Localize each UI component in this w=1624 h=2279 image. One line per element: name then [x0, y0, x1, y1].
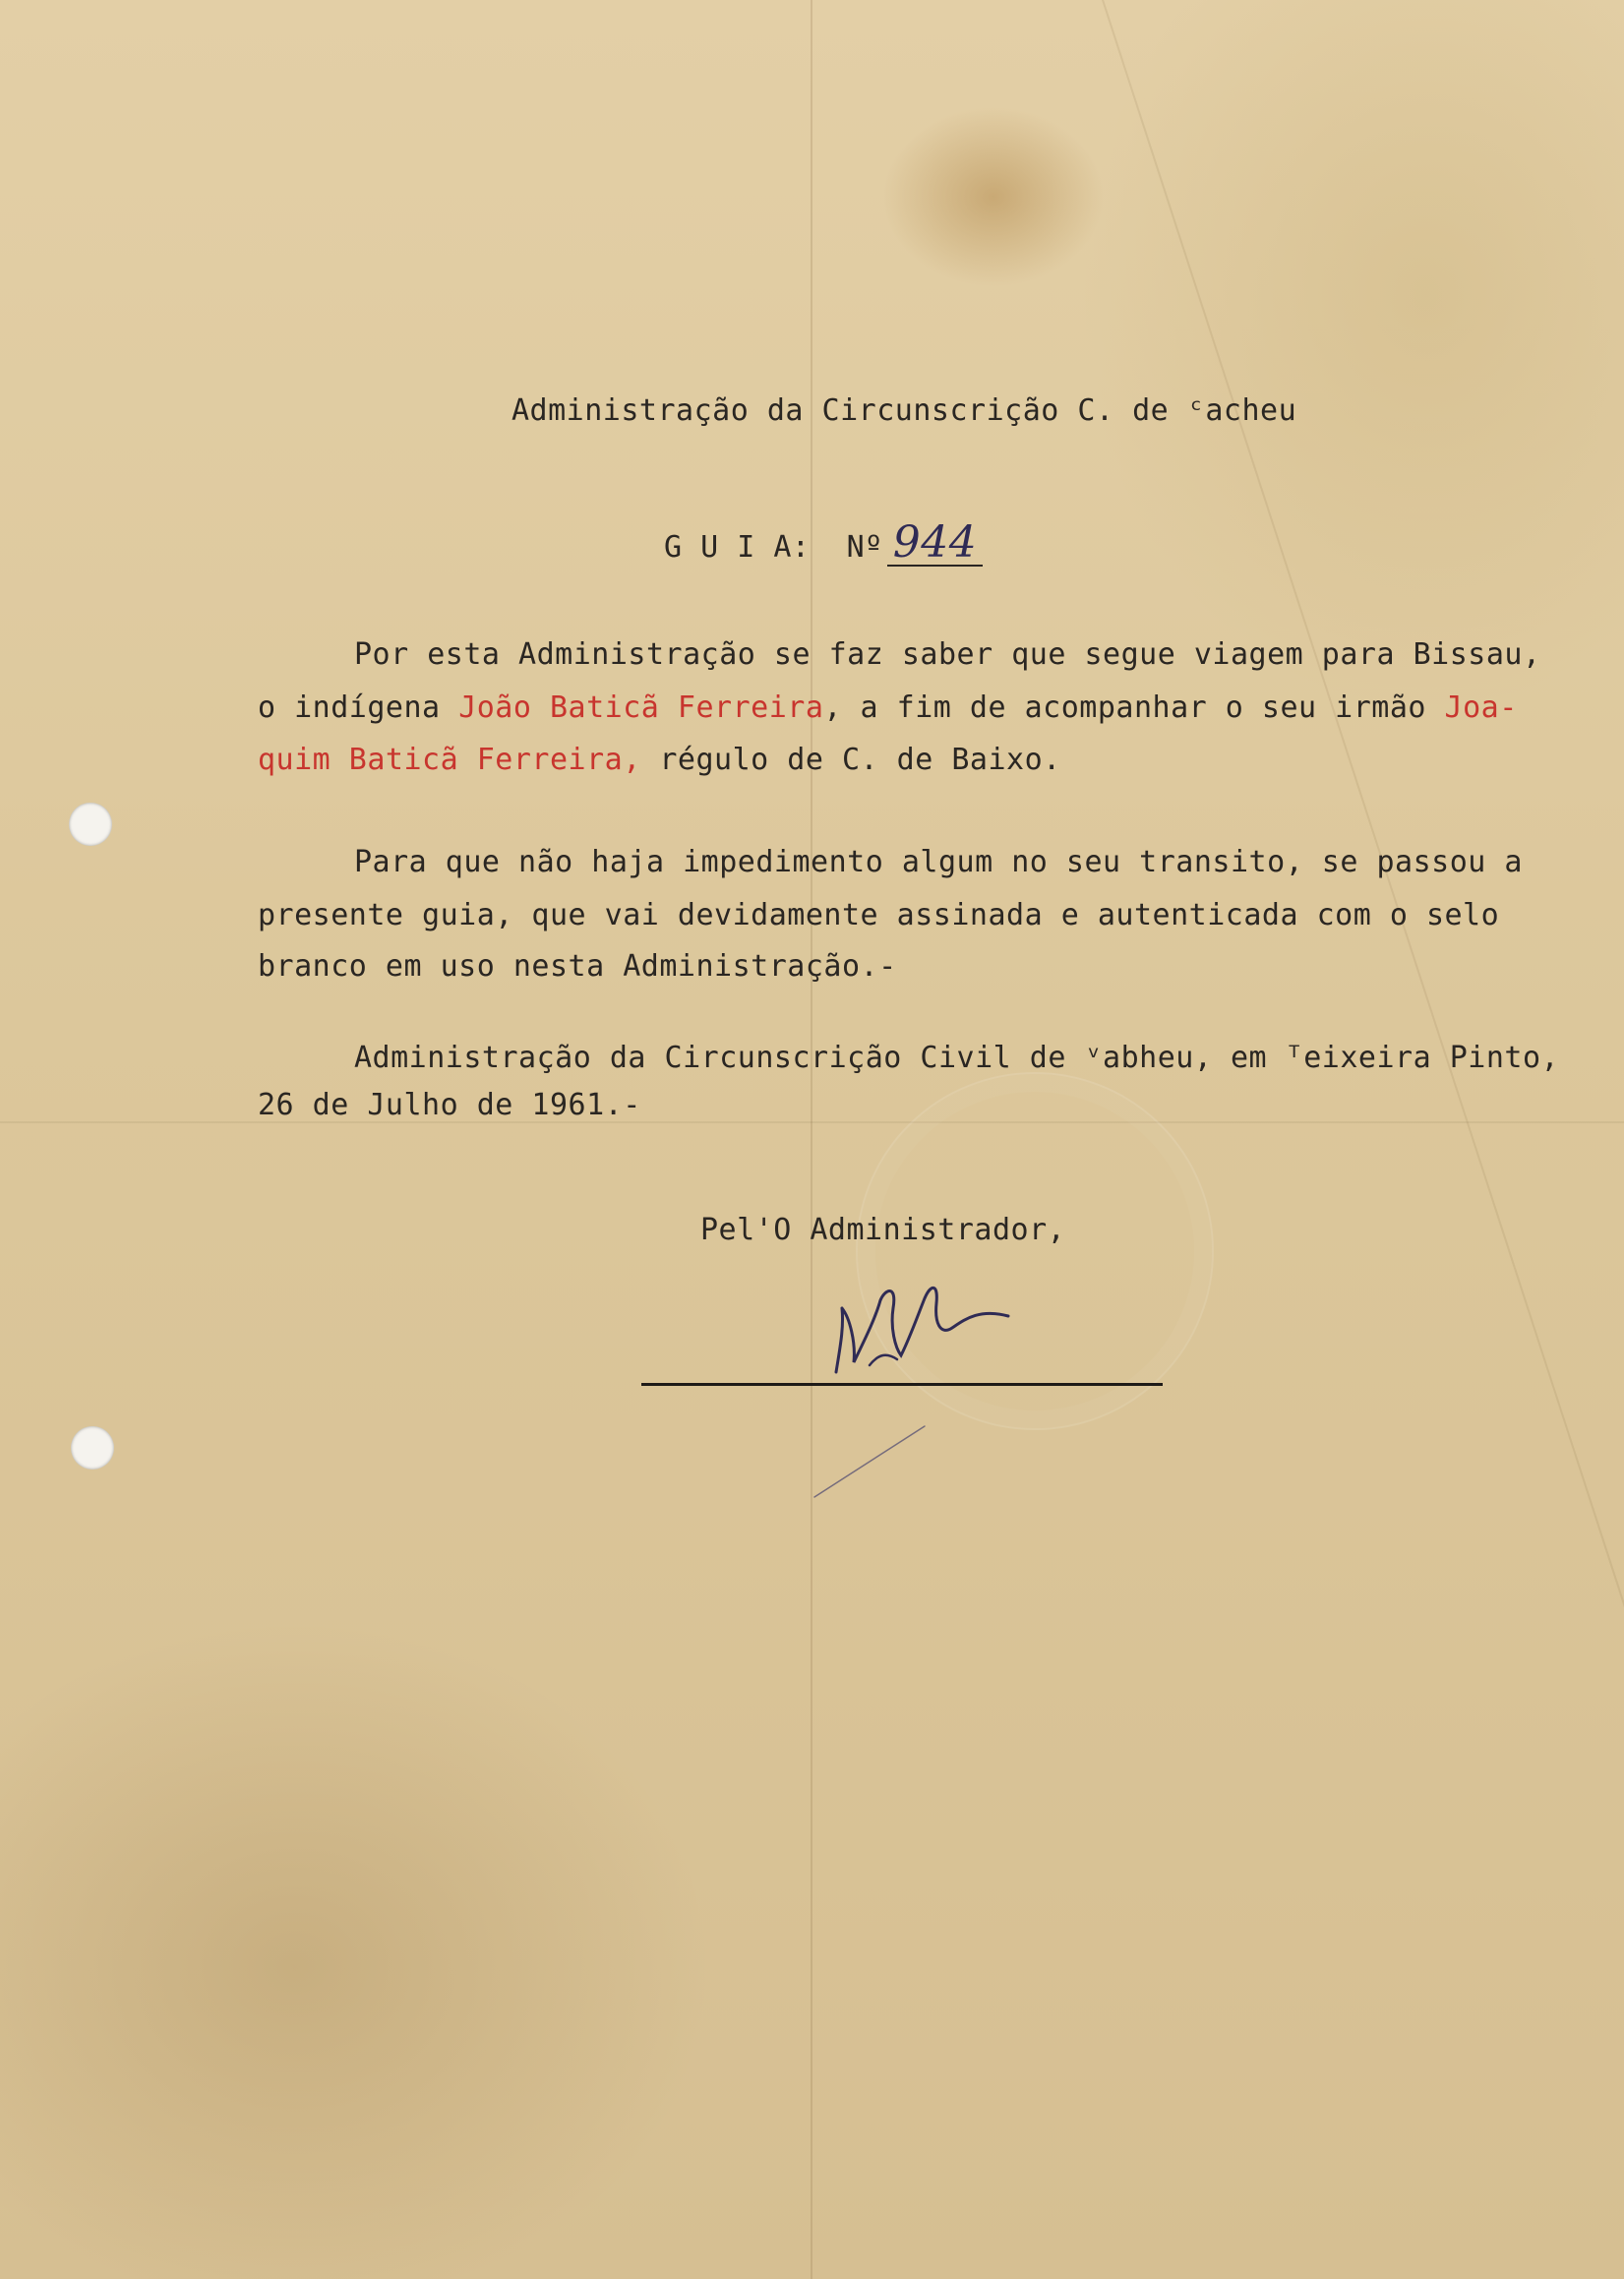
- paragraph1-line1: Por esta Administração se faz saber que segue viagem para Bissau,: [354, 637, 1541, 672]
- person-name: João Baticã Ferreira: [458, 690, 824, 725]
- handwritten-signature: [807, 1249, 1043, 1387]
- signature-line: [641, 1383, 1163, 1386]
- paragraph3-line2: 26 de Julho de 1961.-: [258, 1088, 641, 1122]
- punch-hole-bottom: [71, 1426, 114, 1469]
- paragraph2-line1: Para que não haja impedimento algum no seu transito, se passou a: [354, 845, 1523, 879]
- text-segment: régulo de C. de Baixo.: [640, 743, 1061, 777]
- pen-stroke: [807, 1416, 944, 1505]
- punch-hole-top: [69, 803, 112, 846]
- paragraph2-line3: branco em uso nesta Administração.-: [258, 949, 897, 984]
- fold-crease-horizontal: [0, 1121, 1624, 1123]
- paragraph2-line2: presente guia, que vai devidamente assinada e autenticada com o selo: [258, 898, 1500, 932]
- fold-crease-diagonal: [1102, 0, 1624, 2279]
- closing-line: Pel'O Administrador,: [700, 1213, 1066, 1247]
- guia-line: [664, 517, 983, 573]
- person-name-part: quim Baticã Ferreira,: [258, 743, 641, 777]
- paragraph3-line1: Administração da Circunscrição Civil de ᵛabheu, em ᵀeixeira Pinto,: [354, 1041, 1560, 1075]
- document-header: Administração da Circunscrição C. de ᶜacheu: [511, 393, 1297, 428]
- fold-crease-vertical: [811, 0, 812, 2279]
- person-name-part: Joa-: [1444, 690, 1518, 725]
- guia-label: G U I A: Nº: [664, 530, 883, 565]
- guia-number: 944: [887, 521, 983, 567]
- paragraph1-line2: [258, 683, 1518, 734]
- text-segment: , a fim de acompanhar o seu irmão: [823, 690, 1445, 725]
- text-segment: o indígena: [258, 690, 459, 725]
- paragraph1-line3: [258, 735, 1061, 786]
